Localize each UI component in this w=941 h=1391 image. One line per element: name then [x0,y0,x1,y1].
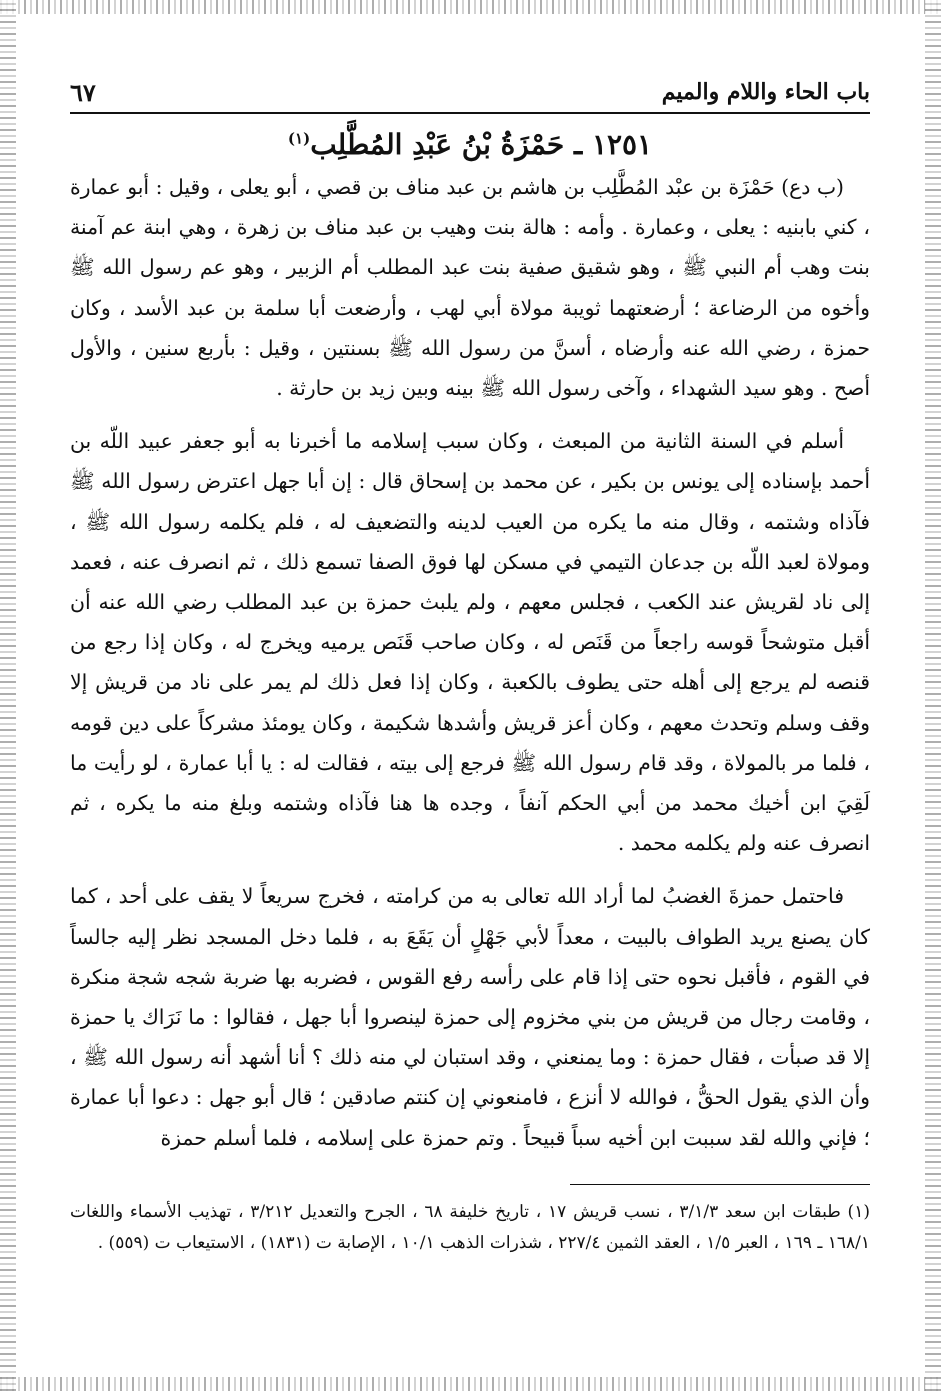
paragraph-2: أسلم في السنة الثانية من المبعث ، وكان سبب إسلامه ما أخبرنا به أبو جعفر عبيد اللّه بن أحمد بإسناده إلى يونس بن بكير ، عن محمد بن إسحاق قال : إن أبا جهل اعترض رسول الله ﷺ فآذاه وشتمه ، وقال منه ما يكره من العيب لدينه والتضعيف له ، فلم يكلمه رسول الله ﷺ ، ومولاة لعبد اللّه بن جدعان التيمي في مسكن لها فوق الصفا تسمع ذلك ، ثم انصرف عنه ، فعمد إلى ناد لقريش عند الكعب ، فجلس معهم ، ولم يلبث حمزة بن عبد المطلب رضي الله عنه أن أقبل متوشحاً قوسه راجعاً من قَنَص له ، وكان صاحب قَنَص يرميه ويخرج له ، وكان إذا رجع من قنصه لم يرجع إلى أهله حتى يطوف بالكعبة ، وكان إذا فعل ذلك لم يمر على ناد من قريش إلا وقف وسلم وتحدث معهم ، وكان أعز قريش وأشدها شكيمة ، وكان يومئذ مشركاً على دين قومه ، فلما مر بالمولاة ، وقد قام رسول الله ﷺ فرجع إلى بيته ، فقالت له : يا أبا عمارة ، لو رأيت ما لَقِيَ ابن أخيك محمد من أبي الحكم آنفاً ، وجده ها هنا فآذاه وشتمه وبلغ منه ما يكره ، ثم انصرف عنه ولم يكلمه محمد . [70,429,870,856]
body-text [70,167,870,1158]
paragraph-1: (ب دع) حَمْزَة بن عبْد المُطَّلِب بن هاشم بن عبد مناف بن قصي ، أبو يعلى ، وقيل : أبو عمارة ، كني بابنيه : يعلى ، وعمارة . وأمه : هالة بنت وهيب بن عبد مناف بن زهرة ، وهي ابنة عم آمنة بنت وهب أم النبي ﷺ ، وهو شقيق صفية بنت عبد المطلب أم الزبير ، وهو عم رسول الله ﷺ وأخوه من الرضاعة ؛ أرضعتهما ثويبة مولاة أبي لهب ، وأرضعت أبا سلمة بن عبد الأسد ، وكان حمزة ، رضي الله عنه وأرضاه ، أسنَّ من رسول الله ﷺ بسنتين ، وقيل : بأربع سنين ، والأول أصح . وهو سيد الشهداء ، وآخى رسول الله ﷺ بينه وبين زيد بن حارثة . [70,175,870,401]
decorative-border-top [0,0,941,14]
entry-title-text: ١٢٥١ ـ حَمْزَةُ بْنُ عَبْدِ المُطَّلِب [310,128,653,161]
decorative-border-right [925,0,941,1391]
page-content [70,72,870,1259]
section-title: باب الحاء واللام والميم [661,79,870,105]
footnote: (١) طبقات ابن سعد ٣/١/٣ ، نسب قريش ١٧ ، تاريخ خليفة ٦٨ ، الجرح والتعديل ٣/٢١٢ ، تهذيب الأسماء واللغات ١٦٨/١ ـ ١٦٩ ، العبر ١/٥ ، العقد الثمين ٢٢٧/٤ ، شذرات الذهب ١٠/١ ، الإصابة ت (١٨٣١) ، الاستيعاب ت (٥٥٩) . [70,1201,870,1253]
decorative-border-left [0,0,16,1391]
footnote-divider [570,1184,870,1185]
decorative-border-bottom [0,1377,941,1391]
entry-title [70,128,870,161]
paragraph-3: فاحتمل حمزةَ الغضبُ لما أراد الله تعالى به من كرامته ، فخرج سريعاً لا يقف على أحد ، كما كان يصنع يريد الطواف بالبيت ، معداً لأبي جَهْلٍ أن يَقَعَ به ، فلما دخل المسجد نظر إليه جالساً في القوم ، فأقبل نحوه حتى إذا قام على رأسه رفع القوس ، فضربه بها ضربة شجه شجة منكرة ، وقامت رجال من قريش من بني مخزوم إلى حمزة لينصروا أبا جهل ، فقالوا : ما نَرَاك يا حمزة إلا قد صبأت ، فقال حمزة : وما يمنعني ، وقد استبان لي منه ذلك ؟ أنا أشهد أنه رسول الله ﷺ ، وأن الذي يقول الحقُّ ، فوالله لا أنزع ، فامنعوني إن كنتم صادقين ؛ قال أبو جهل : دعوا أبا عمارة ؛ فإني والله لقد سببت ابن أخيه سباً قبيحاً . وتم حمزة على إسلامه ، فلما أسلم حمزة [70,884,870,1150]
page-number: ٦٧ [70,77,96,107]
page-header [70,72,870,114]
footnote-reference: (١) [287,129,311,148]
